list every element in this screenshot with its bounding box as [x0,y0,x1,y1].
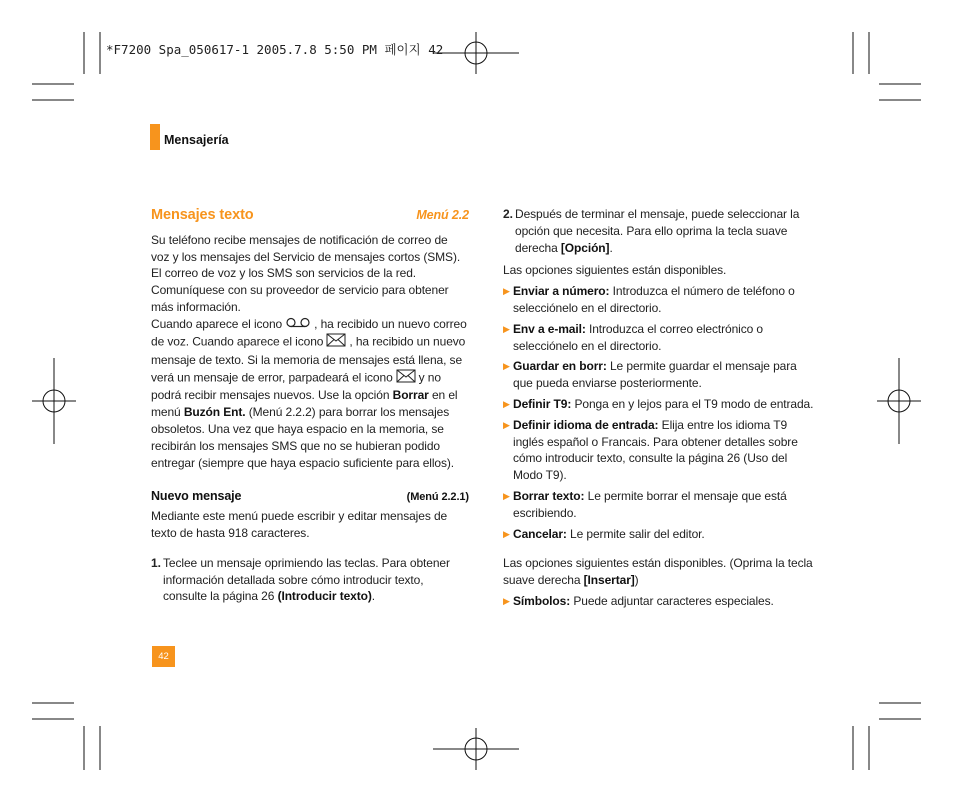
option-term: Símbolos: [513,593,571,608]
subsection-menu: (Menú 2.2.1) [406,491,469,504]
intro-paragraph: Su teléfono recibe mensajes de notificación de correo de voz y los mensajes del Servicio de mensajes cortos (SMS). El correo de voz y los SMS son servicios de la red. Comuníquese con su proveedor de servicio para obtener más información. [151,232,461,314]
page-number: 42 [152,646,175,667]
text-span: y no podrá recibir mensajes nuevos. Use la opción [151,370,441,403]
icons-paragraph [151,316,469,472]
registration-mark-icon [877,358,921,444]
option-desc: Le permite borrar el mensaje que está escribiendo. [513,488,787,520]
section-heading [151,207,469,224]
option-item [503,488,819,522]
option-term: Definir T9: [513,396,572,411]
option-desc: Ponga en y lejos para el T9 modo de entrada. [574,396,814,411]
option-term: Env a e-mail: [513,321,586,336]
option-desc: Le permite guardar el mensaje para que pueda enviarse posteriormente. [513,359,797,391]
bold-term: [Opción] [560,240,610,255]
option-item [503,417,819,484]
step-text [515,206,819,256]
print-header: *F7200 Spa_050617-1 2005.7.8 5:50 PM 페이지 42 [106,42,444,57]
left-column [151,207,469,605]
menu-reference: Menú 2.2 [416,208,469,222]
options-intro: Las opciones siguientes están disponibles. [503,263,727,278]
text-span: . [371,589,375,604]
step-1 [151,555,469,605]
section-label: Mensajería [164,133,229,147]
option-term: Enviar a número: [513,284,610,299]
section-tab [150,124,160,150]
subsection-title: Nuevo mensaje [151,489,242,504]
text-span: en el menú [151,388,458,420]
option-term: Borrar texto: [513,488,585,503]
option-desc: Introduzca el correo electrónico o selecciónelo en el directorio. [513,321,763,353]
text-span: (Menú 2.2.2) para borrar los mensajes obsoletos. Una vez que haya espacio en la memoria, se recibirán los mensajes SMS que no se hubieran podido entregar (siempre que haya espacio suficiente para ellos). [151,405,455,470]
option-item [503,283,819,317]
triangle-bullet-icon: ▶ [503,361,510,372]
text-span: , ha recibido un nuevo correo de voz. Cuando aparece el icono [151,316,467,349]
voicemail-icon [285,316,311,333]
triangle-bullet-icon: ▶ [503,528,510,539]
option-desc: Elija entre los idioma T9 inglés español o Francais. Para obtener detalles sobre cómo introducir texto, consulte la página 26 (Uso del Modo T9). [513,417,798,483]
subsection-intro: Mediante este menú puede escribir y editar mensajes de texto de hasta 918 caracteres. [151,509,448,540]
envelope-icon [396,369,416,388]
text-span: Cuando aparece el icono [151,316,283,331]
subsection-heading [151,488,469,506]
envelope-icon [326,333,346,352]
option-desc: Introduzca el número de teléfono o selecciónelo en el directorio. [513,284,795,315]
option-item [503,321,819,355]
step-number: 2. [503,207,513,221]
text-span: , ha recibido un nuevo mensaje de texto. Si la memoria de mensajes está llena, se verá un mensaje de error, parpadeará el icono [151,334,466,385]
triangle-bullet-icon: ▶ [503,419,510,430]
option-term: Guardar en borr: [513,359,607,374]
bold-term: Buzón Ent. [183,405,246,420]
page-title: Mensajes texto [151,207,254,223]
right-column [503,206,819,610]
bold-term: (Introducir texto) [277,589,372,604]
step-2 [503,206,819,256]
option-item [503,526,819,543]
registration-mark-icon [433,32,519,74]
step-text [163,555,469,605]
bold-term: Borrar [392,388,429,403]
option-item [503,593,819,610]
registration-mark-icon [433,728,519,770]
bold-term: [Insertar] [583,573,635,588]
option-desc: Puede adjuntar caracteres especiales. [573,593,774,608]
options-list [503,283,819,542]
triangle-bullet-icon: ▶ [503,595,510,606]
text-span: Las opciones siguientes están disponibles. (Oprima la tecla suave derecha [503,556,813,588]
text-span: Teclee un mensaje oprimiendo las teclas. Para obtener información detallada sobre cómo introducir texto, consulte la página 26 [163,555,450,604]
insert-intro [503,555,819,589]
option-term: Definir idioma de entrada: [513,417,659,432]
registration-mark-icon [32,358,76,444]
step-number: 1. [151,555,161,570]
triangle-bullet-icon: ▶ [503,323,510,334]
option-item [503,396,819,413]
text-span: . [609,240,613,255]
option-term: Cancelar: [513,526,567,541]
text-span: Después de terminar el mensaje, puede seleccionar la opción que necesita. Para ello oprima la tecla suave derecha [515,207,800,255]
option-item [503,358,819,392]
triangle-bullet-icon: ▶ [503,490,510,501]
text-span: ) [634,573,639,588]
triangle-bullet-icon: ▶ [503,398,510,409]
triangle-bullet-icon: ▶ [503,286,510,297]
option-desc: Le permite salir del editor. [570,526,705,541]
